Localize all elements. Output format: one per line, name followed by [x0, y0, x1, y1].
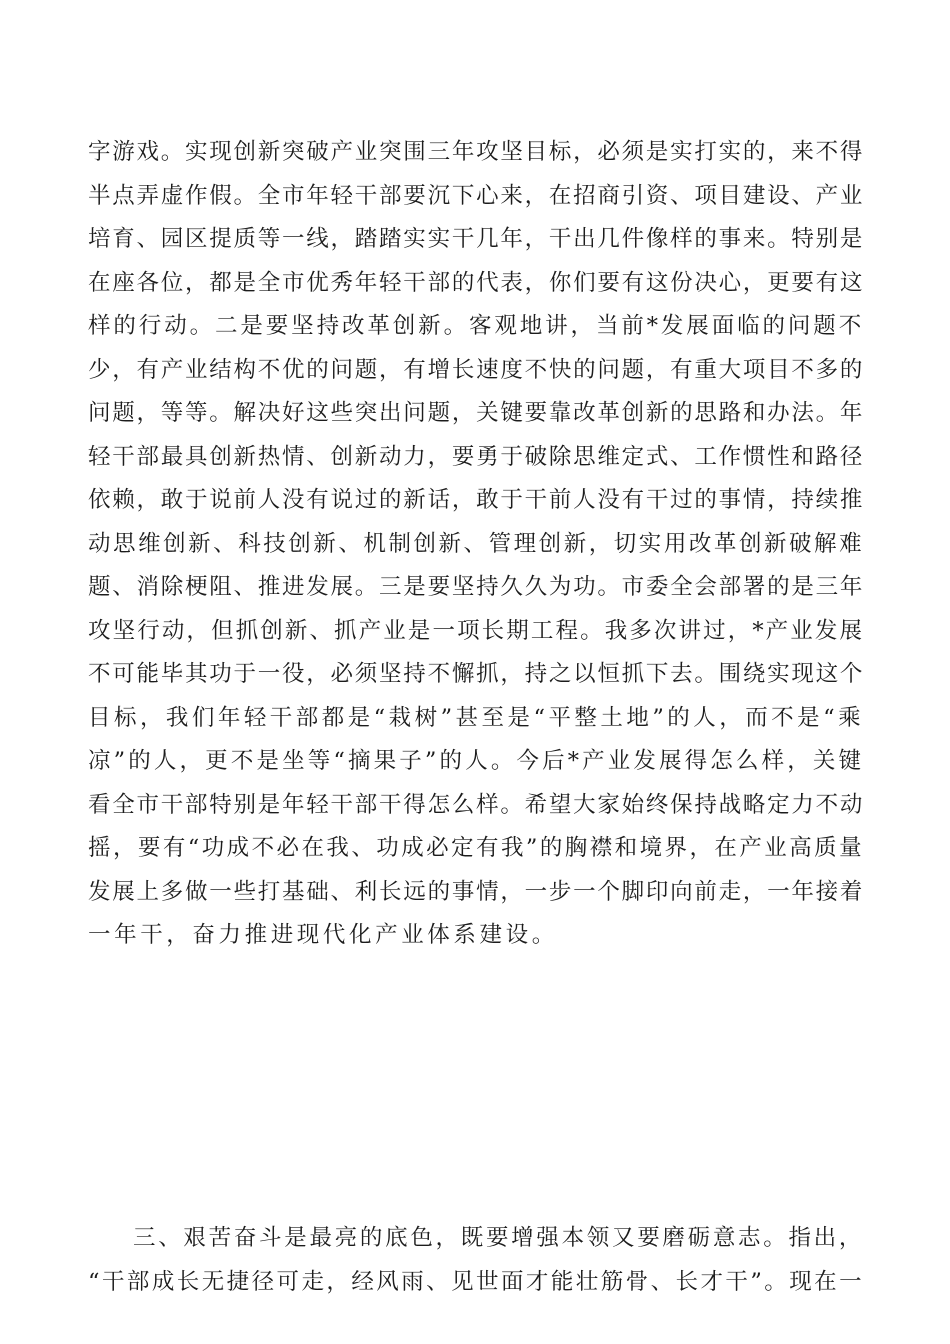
- paragraph-2: [88, 1217, 864, 1304]
- paragraph-line: 不可能毕其功于一役，必须坚持不懈抓，持之以恒抓下去。围绕实现这个: [88, 661, 864, 687]
- paragraph-line: 依赖，敢于说前人没有说过的新话，敢于干前人没有干过的事情，持续推: [88, 487, 864, 513]
- paragraph-line: 凉”的人，更不是坐等“摘果子”的人。今后*产业发展得怎么样，关键: [88, 748, 864, 774]
- paragraph-line: 看全市干部特别是年轻干部干得怎么样。希望大家始终保持战略定力不动: [88, 791, 864, 818]
- paragraph-line: 动思维创新、科技创新、机制创新、管理创新，切实用改革创新破解难: [88, 530, 864, 557]
- paragraph-line: 发展上多做一些打基础、利长远的事情，一步一个脚印向前走，一年接着: [88, 878, 864, 905]
- paragraph-line: 轻干部最具创新热情、创新动力，要勇于破除思维定式、工作惯性和路径: [88, 443, 864, 470]
- paragraph-line: 半点弄虚作假。全市年轻干部要沉下心来，在招商引资、项目建设、产业: [88, 182, 864, 209]
- paragraph-line: 目标，我们年轻干部都是“栽树”甚至是“平整土地”的人，而不是“乘: [88, 704, 864, 731]
- paragraph-line: 培育、园区提质等一线，踏踏实实干几年，干出几件像样的事来。特别是: [88, 226, 864, 252]
- section-heading-line: 三、艰苦奋斗是最亮的底色，既要增强本领又要磨砺意志。指出，: [133, 1225, 864, 1251]
- paragraph-1: [88, 131, 864, 958]
- paragraph-line: 问题，等等。解决好这些突出问题，关键要靠改革创新的思路和办法。年: [88, 400, 864, 426]
- paragraph-line: “干部成长无捷径可走，经风雨、见世面才能壮筋骨、长才干”。现在一: [88, 1268, 864, 1295]
- paragraph-line: 在座各位，都是全市优秀年轻干部的代表，你们要有这份决心，更要有这: [88, 269, 864, 296]
- paragraph-line: 攻坚行动，但抓创新、抓产业是一项长期工程。我多次讲过，*产业发展: [88, 617, 864, 644]
- paragraph-line: 样的行动。二是要坚持改革创新。客观地讲，当前*发展面临的问题不: [88, 313, 864, 339]
- paragraph-line: 一年干，奋力推进现代化产业体系建设。: [88, 922, 558, 948]
- paragraph-line: 少，有产业结构不优的问题，有增长速度不快的问题，有重大项目不多的: [88, 356, 864, 383]
- paragraph-line: 题、消除梗阻、推进发展。三是要坚持久久为功。市委全会部署的是三年: [88, 574, 864, 600]
- paragraph-line: 字游戏。实现创新突破产业突围三年攻坚目标，必须是实打实的，来不得: [88, 139, 864, 165]
- paragraph-line: 摇，要有“功成不必在我、功成必定有我”的胸襟和境界，在产业高质量: [88, 835, 864, 861]
